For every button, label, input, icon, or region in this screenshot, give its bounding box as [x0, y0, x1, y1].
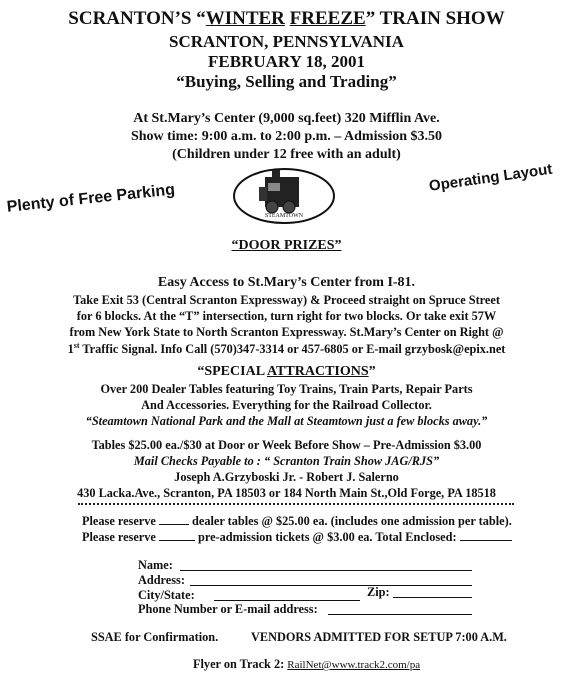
name-field[interactable] — [180, 569, 472, 571]
attractions-line-2: And Accessories. Everything for the Railroad Collector. — [141, 398, 432, 412]
vendors-note: VENDORS ADMITTED FOR SETUP 7:00 A.M. — [251, 630, 507, 644]
title-suffix: ” TRAIN SHOW — [365, 8, 505, 29]
venue-line: At St.Mary’s Center (9,000 sq.feet) 320 Mifflin Ave. — [133, 111, 440, 126]
address-label: Address: — [138, 573, 185, 587]
attractions-heading: “SPECIAL ATTRACTIONS” — [197, 364, 376, 379]
phone-field[interactable] — [328, 613, 472, 615]
reserve-tables-field[interactable] — [159, 512, 189, 525]
addresses-line: 430 Lacka.Ave., Scranton, PA 18503 or 184 North Main St.,Old Forge, PA 18518 — [77, 486, 496, 500]
flyer-link[interactable]: RailNet@www.track2.com/pa — [287, 659, 421, 671]
title-freeze: FREEZE — [289, 8, 366, 29]
zip-field[interactable] — [393, 596, 472, 598]
phone-label: Phone Number or E-mail address: — [138, 602, 318, 616]
ssae-note: SSAE for Confirmation. — [91, 630, 219, 644]
address-field[interactable] — [190, 584, 472, 586]
reserve-tables-line: Please reserve dealer tables @ $25.00 ea. (includes one admission per table). — [82, 514, 512, 528]
city-line: SCRANTON, PENNSYLVANIA — [169, 32, 404, 51]
layout-callout: Operating Layout — [428, 160, 554, 195]
directions-line-2: for 6 blocks. At the “T” intersection, turn right for two blocks. Or take exit 57W — [76, 309, 497, 323]
show-title — [0, 8, 573, 30]
flyer-line: Flyer on Track 2: RailNet@www.track2.com/pa — [193, 657, 421, 671]
tagline: “Buying, Selling and Trading” — [176, 72, 397, 91]
reserve-tickets-line: Please reserve pre-admission tickets @ $3.00 ea. Total Enclosed: — [82, 528, 512, 545]
citystate-label: City/State: — [138, 588, 195, 602]
showtime-line: Show time: 9:00 a.m. to 2:00 p.m. – Admission $3.50 — [130, 129, 443, 144]
reserve-tickets-field[interactable] — [159, 528, 195, 541]
children-line: (Children under 12 free with an adult) — [172, 147, 401, 162]
logo-text: STEAMTOWN — [264, 213, 304, 219]
directions-line-4: 1st Traffic Signal. Info Call (570)347-3314 or 457-6805 or E-mail grzybosk@epix.net — [67, 341, 506, 357]
title-winter: WINTER — [205, 8, 285, 29]
names-line: Joseph A.Grzyboski Jr. - Robert J. Salerno — [174, 470, 399, 484]
name-label: Name: — [138, 558, 173, 572]
date-line: FEBRUARY 18, 2001 — [208, 52, 365, 71]
parking-callout: Plenty of Free Parking — [6, 181, 176, 216]
directions-line-1: Take Exit 53 (Central Scranton Expressway) & Proceed straight on Spruce Street — [73, 293, 500, 307]
door-prizes: “DOOR PRIZES” — [231, 238, 342, 253]
tables-line: Tables $25.00 ea./$30 at Door or Week Before Show – Pre-Admission $3.00 — [91, 438, 482, 452]
zip-label: Zip: — [367, 585, 390, 599]
total-enclosed-field[interactable] — [460, 528, 512, 541]
title-prefix: SCRANTON’S “ — [68, 8, 206, 29]
attractions-line-1: Over 200 Dealer Tables featuring Toy Trains, Train Parts, Repair Parts — [100, 382, 473, 396]
citystate-field[interactable] — [214, 599, 360, 601]
attractions-line-3: “Steamtown National Park and the Mall at Steamtown just a few blocks away.” — [85, 414, 488, 428]
mail-checks-line: Mail Checks Payable to : “ Scranton Train Show JAG/RJS” — [133, 454, 440, 468]
directions-line-3: from New York State to North Scranton Expressway. St.Mary’s Center on Right @ — [69, 325, 504, 339]
directions-heading: Easy Access to St.Mary’s Center from I-81. — [157, 275, 416, 290]
steamtown-logo — [232, 165, 336, 225]
cut-divider — [78, 503, 514, 505]
